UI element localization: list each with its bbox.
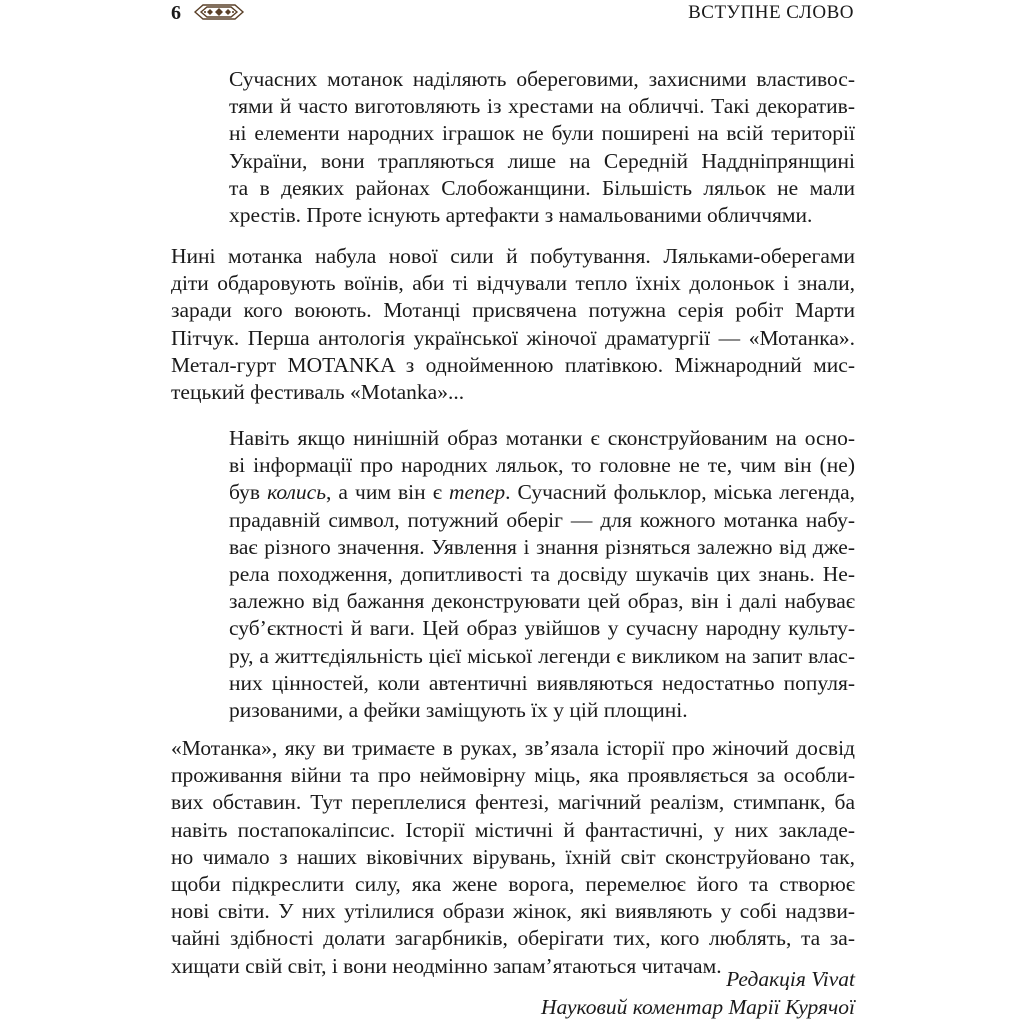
text-line: нові світи. У них утілилися образи жінок, які виявляють у собі надзви-	[171, 899, 855, 924]
text-line: Сучасних мотанок наділяють обереговими, захисними властивос-	[229, 67, 855, 91]
text-line: суб’єктності й ваги. Цей образ увійшов у сучасну народну культу-	[229, 616, 855, 641]
signature-commentary: Науковий коментар Марії Курячої	[541, 995, 855, 1019]
text-line: них цінностей, коли автентичні виявляються недостатньо популя-	[229, 670, 855, 695]
text-line: проживання війни та про неймовірну міць, яка проявляється за особли-	[171, 763, 855, 788]
text-line: заради кого воюють. Мотанці присвячена потужна серія робіт Марти	[171, 298, 855, 323]
text-line: ризованими, а фейки заміщують їх у цій площині.	[229, 697, 688, 722]
text-line: ру, а життєдіяльність цієї міської легенди є викликом на запит влас-	[229, 643, 855, 668]
text-line: та в деяких районах Слобожанщини. Більшість ляльок не мали	[229, 175, 855, 200]
page-header	[0, 0, 1024, 30]
text-line: України, вони трапляються лише на Середній Наддніпрянщині	[229, 148, 855, 173]
page-number: 6	[171, 2, 181, 24]
text-line: діти обдаровують воїнів, аби ті відчували тепло їхніх долоньок і знали,	[171, 271, 855, 296]
paragraph-3	[229, 425, 855, 724]
text-line: чайні здібності долати загарбників, оберігати тих, кого люблять, та за-	[171, 926, 855, 951]
text-line-with-emphasis: був колись, а чим він є тепер. Сучасний фольклор, міська легенда,	[229, 480, 855, 505]
paragraph-1	[229, 66, 855, 229]
emphasis-kolys: колись	[267, 480, 326, 505]
text-line: Нині мотанка набула нової сили й побутування. Ляльками-оберегами	[171, 244, 855, 268]
text-line: ві інформації про народних ляльок, то головне не те, чим він (не)	[229, 453, 855, 478]
text-line: вих обставин. Тут переплелися фентезі, магічний реалізм, стимпанк, ба	[171, 790, 855, 815]
text-line: хищати свій світ, і вони неодмінно запам’ятаються читачам.	[171, 953, 722, 978]
text-line: прадавній символ, потужний оберіг — для кожного мотанка набу-	[229, 507, 855, 532]
text-line: рела походження, допитливості та досвіду шукачів цих знань. Не-	[229, 561, 855, 586]
paragraph-4	[171, 735, 855, 980]
text-line: хрестів. Проте існують артефакти з намальованими обличчями.	[229, 202, 813, 227]
text-line: но чимало з наших віковічних вірувань, їхній світ сконструйовано так,	[171, 844, 855, 869]
folk-ornament-icon	[193, 3, 245, 21]
paragraph-2	[171, 243, 855, 406]
text-line: «Мотанка», яку ви тримаєте в руках, зв’язала історії про жіночий досвід	[171, 736, 855, 760]
running-head: ВСТУПНЕ СЛОВО	[688, 2, 854, 23]
text-line: Метал-гурт MOTANKA з однойменною платівкою. Міжнародний мис-	[171, 352, 855, 377]
text-line: щоби підкреслити силу, яка жене ворога, перемелює його та створює	[171, 871, 855, 896]
text-line: навіть постапокаліпсис. Історії містичні й фантастичні, у них закладе-	[171, 817, 855, 842]
emphasis-teper: тепер	[449, 480, 506, 505]
text-line: Пітчук. Перша антологія української жіночої драматургії — «Мотанка».	[171, 325, 855, 350]
text-line: Навіть якщо нинішній образ мотанки є сконструйованим на осно-	[229, 426, 855, 450]
text-line: тями й часто виготовляють із хрестами на обличчі. Такі декоратив-	[229, 94, 855, 119]
text-line: ває різного значення. Уявлення і знання різняться залежно від дже-	[229, 534, 855, 559]
text-line: залежно від бажання деконструювати цей образ, він і далі набуває	[229, 589, 855, 614]
signature-editorial: Редакція Vivat	[726, 967, 855, 991]
text-line: ні елементи народних іграшок не були поширені на всій території	[229, 121, 855, 146]
text-line: тецький фестиваль «Motanka»...	[171, 379, 465, 404]
